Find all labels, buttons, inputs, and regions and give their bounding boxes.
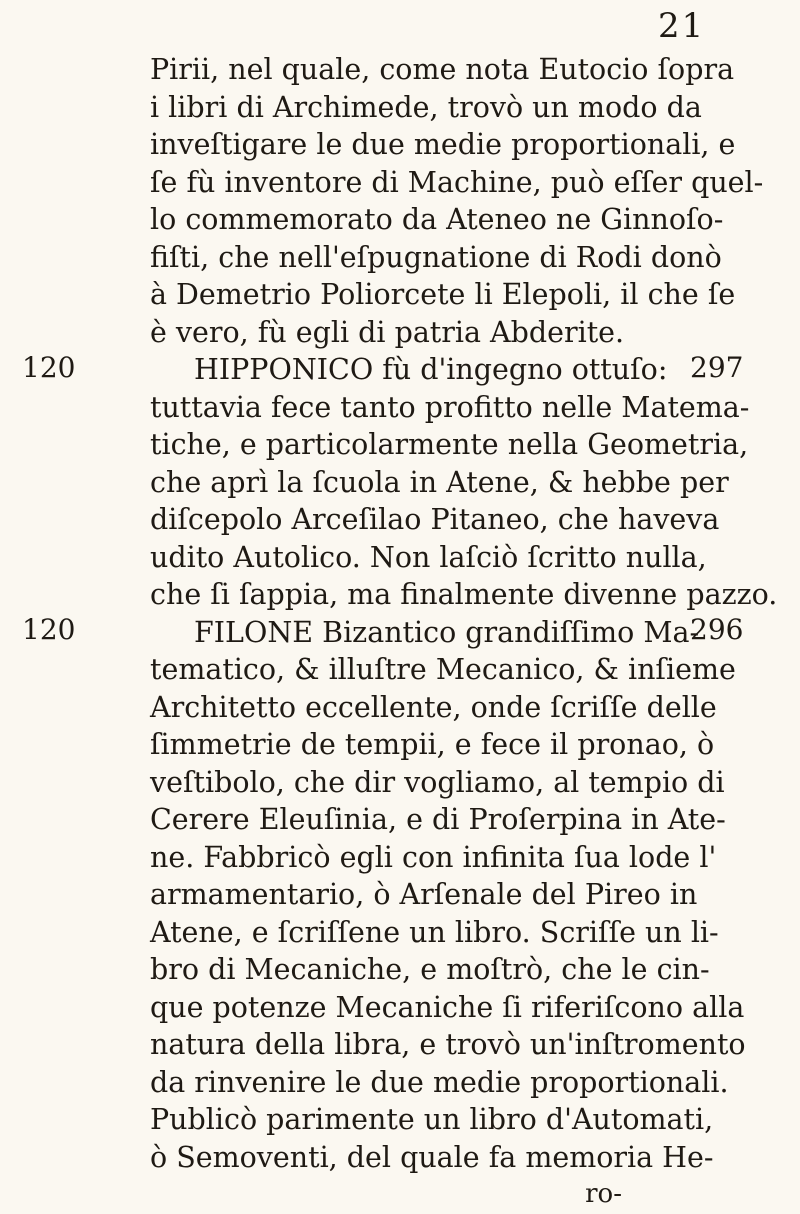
text-line: Publicò parimente un libro d'Automati, bbox=[150, 1103, 714, 1136]
text-line: è vero, fù egli di patria Abderite. bbox=[150, 315, 625, 349]
text-line: Atene, e ſcriſſene un libro. Scriſſe un li- bbox=[150, 915, 719, 949]
text-line: natura della libra, e trovò un'inſtromento bbox=[150, 1028, 746, 1061]
text-line: i libri di Archimede, trovò un modo da bbox=[150, 90, 702, 124]
text-line: à Demetrio Poliorcete li Elepoli, il che ſe bbox=[150, 278, 736, 311]
catchword: ro- bbox=[585, 1179, 622, 1209]
text-line: che aprì la ſcuola in Atene, & hebbe per bbox=[150, 465, 729, 499]
text-line: ſe fù inventore di Machine, può eſſer quel- bbox=[150, 165, 764, 199]
text-line: veſtibolo, che dir vogliamo, al tempio di bbox=[150, 765, 725, 799]
text-line: armamentario, ò Arſenale del Pireo in bbox=[150, 878, 698, 911]
entry-heading-line: FILONE Bizantico grandiſſimo Ma- bbox=[194, 615, 700, 649]
margin-number-right-1: 297 bbox=[690, 351, 744, 384]
text-line: che ſi ſappia, ma finalmente divenne pazzo. bbox=[150, 578, 778, 611]
entry-heading-line: HIPPONICO fù d'ingegno ottuſo: bbox=[194, 353, 668, 386]
margin-number-right-2: 296 bbox=[690, 613, 744, 646]
text-line: que potenze Mecaniche ſi riferiſcono alla bbox=[150, 990, 745, 1024]
text-line: inveſtigare le due medie proportionali, e bbox=[150, 128, 736, 161]
text-line: Architetto eccellente, onde ſcriſſe delle bbox=[150, 690, 717, 724]
text-line: ò Semoventi, del quale fa memoria He- bbox=[150, 1140, 714, 1174]
text-line: diſcepolo Arceſilao Pitaneo, che haveva bbox=[150, 503, 720, 536]
text-line: Pirii, nel quale, come nota Eutocio ſopra bbox=[150, 53, 735, 86]
text-line: Cerere Eleuſinia, e di Proſerpina in Ate- bbox=[150, 803, 726, 836]
text-line: da rinvenire le due medie proportionali. bbox=[150, 1065, 729, 1099]
page-number: 21 bbox=[658, 6, 706, 46]
text-line: bro di Mecaniche, e moſtrò, che le cin- bbox=[150, 953, 710, 986]
text-line: lo commemorato da Ateneo ne Ginnoſo- bbox=[150, 203, 724, 236]
text-line: tiche, e particolarmente nella Geometria, bbox=[150, 428, 749, 461]
margin-number-left-2: 120 bbox=[22, 613, 76, 646]
text-line: udito Autolico. Non laſciò ſcritto nulla, bbox=[150, 540, 707, 574]
margin-number-left-1: 120 bbox=[22, 351, 76, 384]
text-line: tuttavia fece tanto profitto nelle Matema- bbox=[150, 390, 750, 424]
text-line: ne. Fabbricò egli con infinita ſua lode l' bbox=[150, 840, 717, 874]
text-line: ſimmetrie de tempii, e fece il pronao, ò bbox=[150, 728, 715, 761]
text-line: fiſti, che nell'eſpugnatione di Rodi donò bbox=[150, 240, 722, 274]
text-line: tematico, & illuſtre Mecanico, & inſieme bbox=[150, 653, 736, 686]
